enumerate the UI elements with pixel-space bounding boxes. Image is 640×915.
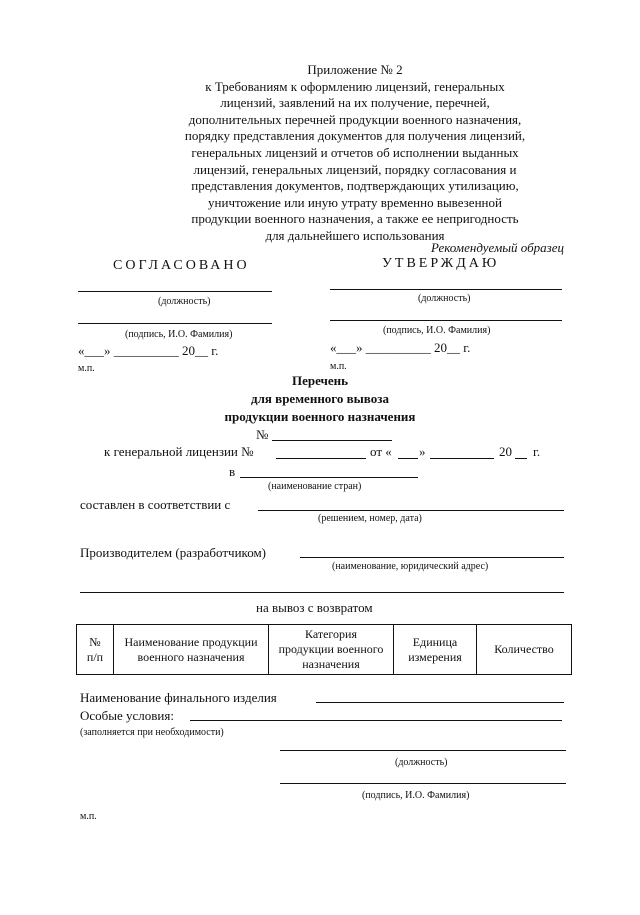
- producer-extra-line: [80, 592, 564, 593]
- compiled-caption: (решением, номер, дата): [318, 513, 422, 524]
- right-signature-caption: (подпись, И.О. Фамилия): [383, 325, 491, 336]
- bottom-position-line: [280, 750, 566, 751]
- appendix-title: Приложение № 2: [307, 62, 403, 77]
- bottom-signature-caption: (подпись, И.О. Фамилия): [362, 790, 470, 801]
- left-stamp: м.п.: [78, 363, 95, 374]
- appendix-line: лицензий, заявлений на их получение, перечней,: [220, 95, 490, 111]
- compiled-prefix: составлен в соответствии с: [80, 497, 231, 512]
- license-month-line: [430, 458, 494, 459]
- bottom-position-caption: (должность): [395, 757, 448, 768]
- header-quantity: Количество: [477, 625, 572, 675]
- right-date-line: «___» __________ 20__ г.: [330, 340, 471, 355]
- country-caption: (наименование стран): [268, 481, 362, 492]
- final-product-line: [316, 702, 564, 703]
- number-line: [272, 440, 392, 441]
- country-prefix: в: [229, 464, 236, 479]
- license-quote-close: »: [419, 444, 426, 459]
- bottom-signature-line: [280, 783, 566, 784]
- right-position-caption: (должность): [418, 293, 471, 304]
- license-day-line: [398, 458, 418, 459]
- left-signature-caption: (подпись, И.О. Фамилия): [125, 329, 233, 340]
- left-signature-line: [78, 323, 272, 324]
- appendix-line: генеральных лицензий и отчетов об исполнении выданных: [191, 144, 519, 160]
- doc-title-line2: для временного вывоза: [251, 391, 389, 406]
- appendix-line: порядку представления документов для получения лицензий,: [184, 128, 526, 144]
- doc-title-line3: продукции военного назначения: [224, 409, 416, 424]
- left-position-caption: (должность): [158, 296, 211, 307]
- table-header-row: [77, 625, 572, 675]
- license-from: от «: [370, 444, 392, 459]
- appendix-line: продукции военного назначения, а также ее непригодность: [191, 211, 519, 227]
- appendix-line: лицензий, генеральных лицензий, порядку согласования и: [193, 161, 517, 177]
- producer-caption: (наименование, юридический адрес): [332, 561, 489, 572]
- appendix-line: представления документов, подтверждающих утилизацию,: [191, 178, 519, 194]
- right-stamp: м.п.: [330, 361, 347, 372]
- agreed-heading: СОГЛАСОВАНО: [113, 258, 250, 273]
- license-year: 20: [499, 444, 512, 459]
- right-position-line: [330, 289, 562, 290]
- appendix-line: уничтожение или иную утрату временно вывезенной: [208, 194, 502, 210]
- license-prefix: к генеральной лицензии №: [104, 444, 254, 459]
- country-line: [240, 477, 418, 478]
- header-category: Категория продукции военного назначения: [269, 625, 394, 675]
- product-table: [76, 624, 572, 675]
- header-number: № п/п: [77, 625, 114, 675]
- appendix-line: к Требованиям к оформлению лицензий, генеральных: [205, 78, 505, 94]
- doc-title-line1: Перечень: [291, 373, 349, 388]
- appendix-header: [150, 62, 560, 245]
- final-product-label: Наименование финального изделия: [80, 690, 277, 705]
- compiled-line: [258, 510, 564, 511]
- special-conditions-note: (заполняется при необходимости): [80, 727, 224, 738]
- header-product-name: Наименование продукции военного назначения: [114, 625, 269, 675]
- special-conditions-label: Особые условия:: [80, 708, 174, 723]
- producer-line: [300, 557, 564, 558]
- header-unit: Единица измерения: [394, 625, 477, 675]
- producer-prefix: Производителем (разработчиком): [80, 545, 266, 560]
- license-year-suffix: г.: [533, 444, 541, 459]
- license-number-line: [276, 458, 366, 459]
- appendix-line: дополнительных перечней продукции военного назначения,: [188, 111, 522, 127]
- left-date-line: «___» __________ 20__ г.: [78, 343, 219, 358]
- bottom-stamp: м.п.: [80, 811, 97, 822]
- appendix-line: для дальнейшего использования: [265, 227, 445, 243]
- export-type: на вывоз с возвратом: [256, 600, 373, 615]
- right-signature-line: [330, 320, 562, 321]
- left-position-line: [78, 291, 272, 292]
- number-label: №: [256, 427, 269, 442]
- special-conditions-line: [190, 720, 562, 721]
- approved-heading: УТВЕРЖДАЮ: [382, 256, 500, 271]
- sample-label: Рекомендуемый образец: [430, 240, 564, 255]
- license-year-line: [515, 458, 527, 459]
